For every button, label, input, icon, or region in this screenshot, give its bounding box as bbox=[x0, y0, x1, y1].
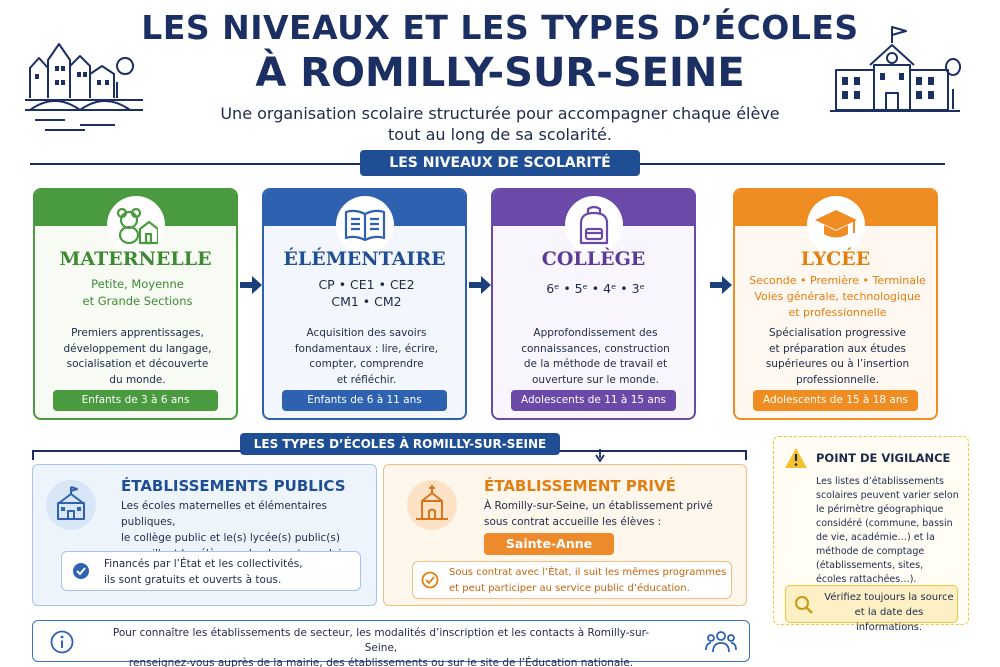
desc-line: de la méthode de travail et bbox=[523, 358, 668, 370]
church-icon bbox=[406, 479, 458, 531]
level-subtitle-1: Seconde • Première • Terminale bbox=[749, 274, 926, 287]
level-subtitle-2: CM1 • CM2 bbox=[331, 294, 402, 309]
desc-line: Spécialisation progressive bbox=[768, 327, 907, 339]
private-school-title: ÉTABLISSEMENT PRIVÉ bbox=[484, 477, 676, 495]
level-name: ÉLÉMENTAIRE bbox=[283, 248, 446, 270]
icon-circle bbox=[107, 196, 165, 254]
vigilance-panel bbox=[773, 436, 969, 633]
level-subtitle-3: et professionnelle bbox=[788, 306, 887, 319]
verify-source-text bbox=[820, 590, 958, 635]
desc-line: socialisation et découverte bbox=[66, 358, 209, 370]
desc-line: ouverture sur le monde. bbox=[532, 373, 659, 386]
text-line: Sous contrat avec l’État, il suit les mêmes programmes bbox=[449, 567, 727, 578]
desc-line: connaissances, construction bbox=[521, 342, 670, 355]
level-card-college bbox=[491, 188, 696, 420]
info-footer bbox=[32, 620, 750, 667]
desc-line: fondamentaux : lire, écrire, bbox=[294, 342, 439, 355]
level-name: COLLÈGE bbox=[541, 248, 646, 270]
types-divider-left-tick bbox=[32, 450, 34, 460]
age-badge: Adolescents de 15 à 18 ans bbox=[753, 390, 918, 411]
level-card-maternelle bbox=[33, 188, 238, 420]
vigilance-title: POINT DE VIGILANCE bbox=[816, 451, 951, 465]
town-bridge-illustration-icon bbox=[25, 30, 150, 135]
desc-line: Approfondissement des bbox=[533, 327, 658, 339]
level-name: MATERNELLE bbox=[59, 248, 212, 270]
text-line: Les écoles maternelles et élémentaires publiques, bbox=[121, 500, 327, 528]
down-arrow-icon bbox=[595, 449, 605, 463]
desc-line: développement du langage, bbox=[63, 342, 212, 355]
level-name: LYCÉE bbox=[800, 248, 871, 270]
text-line: et la date des informations. bbox=[854, 607, 924, 633]
text-line: sous contrat accueille les élèves : bbox=[484, 516, 662, 528]
info-text bbox=[101, 626, 661, 667]
level-subtitle-1: CP • CE1 • CE2 bbox=[318, 277, 415, 292]
open-book-icon bbox=[343, 208, 387, 242]
types-section-label: LES TYPES D’ÉCOLES À ROMILLY-SUR-SEINE bbox=[240, 433, 560, 455]
desc-line: Acquisition des savoirs bbox=[306, 327, 427, 339]
desc-line: Premiers apprentissages, bbox=[71, 327, 204, 339]
school-building-illustration-icon bbox=[830, 25, 965, 120]
public-school-building-icon bbox=[45, 479, 97, 531]
school-name-badge: Sainte-Anne bbox=[484, 533, 614, 555]
page-title-line2: À ROMILLY-SUR-SEINE bbox=[255, 50, 745, 96]
desc-line: supérieures ou à l’insertion bbox=[765, 358, 910, 370]
public-schools-title: ÉTABLISSEMENTS PUBLICS bbox=[121, 477, 346, 495]
arrow-right-icon bbox=[469, 276, 491, 294]
level-subtitle-1: 6ᵉ • 5ᵉ • 4ᵉ • 3ᵉ bbox=[546, 281, 645, 296]
text-line: scolaires peuvent varier selon bbox=[816, 490, 959, 501]
warning-triangle-icon bbox=[784, 447, 808, 469]
teddy-bear-house-icon bbox=[114, 205, 158, 245]
text-line: Financés par l’État et les collectivités, bbox=[104, 558, 303, 570]
desc-line: du monde. bbox=[109, 373, 166, 386]
people-group-icon bbox=[705, 628, 737, 654]
icon-circle bbox=[565, 196, 623, 254]
text-line: (établissements, sites, bbox=[816, 560, 924, 571]
magnifier-icon bbox=[794, 595, 814, 615]
desc-line: compter, comprendre bbox=[309, 358, 424, 370]
levels-section-label: LES NIVEAUX DE SCOLARITÉ bbox=[360, 150, 640, 176]
icon-circle bbox=[807, 196, 865, 254]
private-school-description bbox=[484, 498, 739, 530]
desc-line: et préparation aux études bbox=[769, 342, 906, 355]
info-icon bbox=[50, 630, 74, 654]
backpack-icon bbox=[577, 205, 611, 245]
graduation-cap-icon bbox=[814, 208, 858, 242]
level-card-lycee bbox=[733, 188, 938, 420]
arrow-right-icon bbox=[710, 276, 732, 294]
check-circle-icon bbox=[421, 571, 439, 589]
age-badge: Enfants de 3 à 6 ans bbox=[53, 390, 218, 411]
subtitle-line2: tout au long de sa scolarité. bbox=[388, 125, 612, 144]
level-description bbox=[503, 326, 688, 388]
text-line: écoles rattachées…). bbox=[816, 574, 917, 585]
text-line: renseignez-vous auprès de la mairie, des établissements ou sur le site de l’Éducation nationale. bbox=[128, 657, 634, 667]
desc-line: professionnelle. bbox=[795, 373, 879, 386]
text-line: Pour connaître les établissements de secteur, les modalités d’inscription et les contacts à Romilly-sur-Seine, bbox=[112, 627, 650, 654]
level-description bbox=[274, 326, 459, 388]
text-line: méthode de comptage bbox=[816, 546, 925, 557]
private-school-panel bbox=[383, 464, 747, 606]
check-badge-icon bbox=[72, 562, 90, 580]
text-line: Vérifiez toujours la source bbox=[824, 592, 954, 603]
text-line: considéré (commune, bassin bbox=[816, 518, 953, 529]
text-line: le collège public et le(s) lycée(s) public(s) bbox=[121, 532, 340, 544]
text-line: le périmètre géographique bbox=[816, 504, 944, 515]
level-subtitle-1: Petite, Moyenne bbox=[91, 277, 184, 291]
text-line: et peut participer au service public d’éducation. bbox=[449, 582, 690, 594]
private-contract-note bbox=[412, 561, 732, 599]
arrow-right-icon bbox=[240, 276, 262, 294]
types-divider-right-tick bbox=[745, 450, 747, 460]
text-line: ils sont gratuits et ouverts à tous. bbox=[104, 573, 282, 586]
private-contract-text bbox=[449, 565, 729, 596]
page-title-line1: LES NIVEAUX ET LES TYPES D’ÉCOLES bbox=[141, 8, 859, 47]
text-line: Les listes d’établissements bbox=[816, 476, 944, 487]
desc-line: et réfléchir. bbox=[336, 373, 397, 386]
age-badge: Adolescents de 11 à 15 ans bbox=[511, 390, 676, 411]
public-funding-text bbox=[104, 557, 354, 588]
level-description bbox=[45, 326, 230, 388]
vigilance-text bbox=[816, 475, 961, 587]
level-subtitle-2: et Grande Sections bbox=[82, 294, 193, 308]
verify-source-note bbox=[785, 585, 958, 633]
text-line: de vie, académie…) et la bbox=[816, 532, 935, 543]
subtitle-line1: Une organisation scolaire structurée pour accompagner chaque élève bbox=[220, 104, 780, 123]
icon-circle bbox=[336, 196, 394, 254]
level-description bbox=[745, 326, 930, 388]
level-subtitle-2: Voies générale, technologique bbox=[754, 290, 921, 303]
level-card-elementaire bbox=[262, 188, 467, 420]
public-funding-note bbox=[61, 551, 361, 591]
age-badge: Enfants de 6 à 11 ans bbox=[282, 390, 447, 411]
page-subtitle bbox=[200, 103, 800, 145]
text-line: À Romilly-sur-Seine, un établissement privé bbox=[484, 500, 713, 512]
public-schools-panel bbox=[32, 464, 377, 606]
